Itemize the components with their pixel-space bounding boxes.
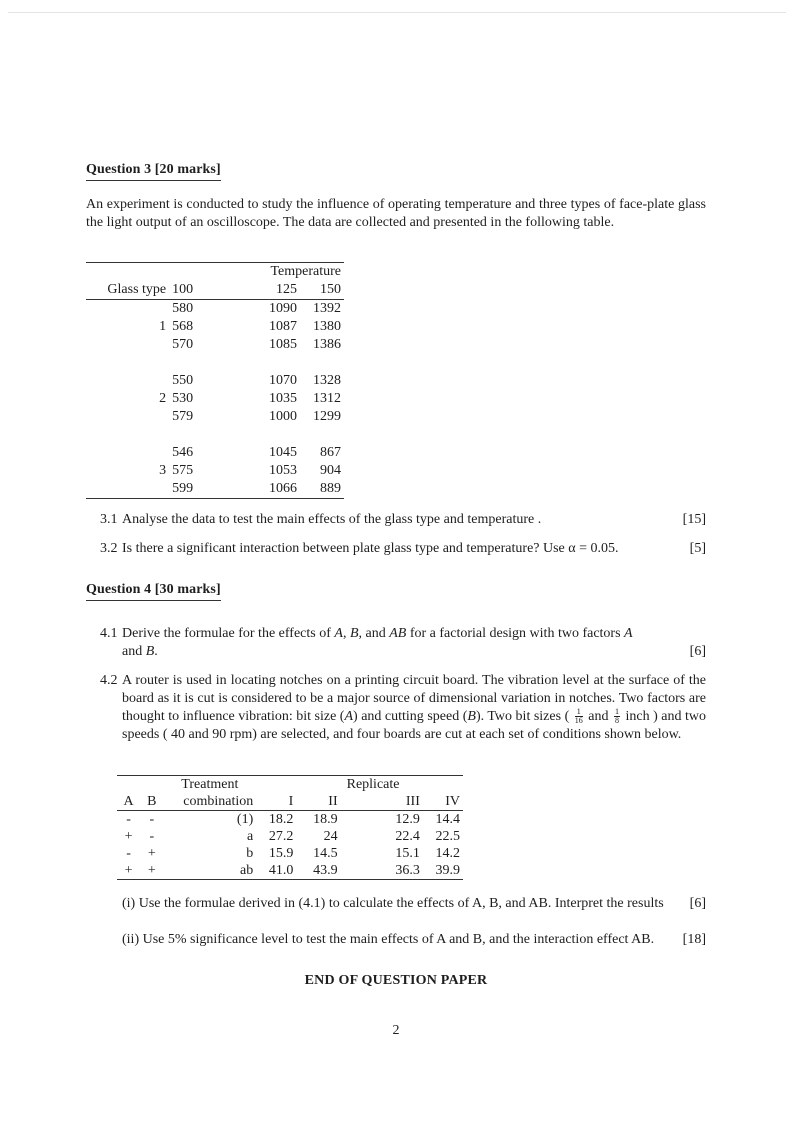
fraction-1-16: $\frac{1}{16}$ — [574, 707, 583, 726]
question-3-heading: Question 3 [20 marks] — [86, 161, 221, 181]
marks: [6] — [689, 896, 706, 911]
col-header-150: 150 — [300, 281, 344, 300]
question-3-1: 3.1 [15] Analyse the data to test the main effects of the glass type and temperature . — [100, 512, 706, 527]
question-4-heading: Question 4 [30 marks] — [86, 581, 221, 601]
question-3-2: 3.2 [5] Is there a significant interaction between plate glass type and temperature? Use α = 0.05. — [100, 541, 706, 556]
glass-type-label: 2 — [159, 391, 167, 406]
marks: [18] — [682, 932, 706, 947]
table-row: 2 530 1035 1312 — [86, 390, 344, 408]
col-header-glass-type: Glass type — [86, 281, 169, 300]
question-4-1: 4.1 Derive the formulae for the effects of A, B, and AB for a factorial design with two factors A and B. [6] — [100, 626, 706, 659]
table-row: + - a 27.2 24 22.4 22.5 — [124, 829, 460, 844]
fraction-1-8: $\frac{1}{8}$ — [615, 707, 619, 726]
temperature-group-header: Temperature — [270, 264, 341, 279]
question-4-2-i: (i) Use the formulae derived in (4.1) to calculate the effects of A, B, and AB. Interpret the results [6] — [122, 896, 706, 911]
question-4-2-ii: (ii) Use 5% significance level to test the main effects of A and B, and the interaction effect AB. [18] — [122, 932, 706, 947]
scan-artifact-line — [8, 12, 786, 13]
table-row: 579 1000 1299 — [172, 409, 341, 424]
glass-temperature-table — [86, 262, 344, 499]
col-header-125: 125 — [234, 281, 300, 300]
page-number: 2 — [392, 1023, 400, 1038]
question-4-2: 4.2 A router is used in locating notches on a printing circuit board. The vibration level at the surface of the board as it is cut is considered to be a major source of dimensional variation in notches. Two factors are thought to influence vibration: bit size (A) and cutting speed (B). Two bit sizes ( $\frac{1}{16}$ and $\frac{1}{8}$ inch ) and two speeds ( 40 and 90 rpm) are selected, and four boards are cut at each set of conditions shown below. — [100, 673, 707, 742]
glass-type-label: 3 — [159, 463, 167, 478]
end-of-paper: END OF QUESTION PAPER — [304, 973, 488, 988]
marks: [6] — [689, 644, 706, 659]
table-row: 599 1066 889 — [172, 481, 341, 496]
table-row: 570 1085 1386 — [172, 337, 341, 352]
treatment-header: Treatment — [181, 777, 239, 792]
marks: [5] — [689, 541, 706, 556]
glass-type-label: 1 — [159, 319, 167, 334]
col-header-100: 100 — [169, 281, 234, 300]
marks: [15] — [682, 512, 706, 527]
table-row: - - (1) 18.2 18.9 12.9 14.4 — [126, 812, 460, 827]
table-row: 3 575 1053 904 — [86, 462, 344, 480]
table-row: 1 568 1087 1380 — [86, 318, 344, 336]
table-row: - + b 15.9 14.5 15.1 14.2 — [126, 846, 460, 861]
table-row: 580 1090 1392 — [172, 301, 341, 316]
replicate-header: Replicate — [346, 777, 400, 792]
router-vibration-table: Treatment Replicate A B combination I II III IV - - (1) 18.2 18.9 12.9 14.4 + - a 27.2 24 22.4 22.5 - + b 15.9 14.5 15.1 14.2 + + ab 41.0 43.9 36.3 39.9 — [117, 775, 463, 880]
table-row: 546 1045 867 — [172, 445, 341, 460]
table-row: + + ab 41.0 43.9 36.3 39.9 — [124, 863, 460, 878]
table-row: 550 1070 1328 — [172, 373, 341, 388]
question-3-intro: An experiment is conducted to study the influence of operating temperature and three types of face-plate glass the light output of an oscilloscope. The data are collected and presented in the following table. — [86, 197, 706, 230]
